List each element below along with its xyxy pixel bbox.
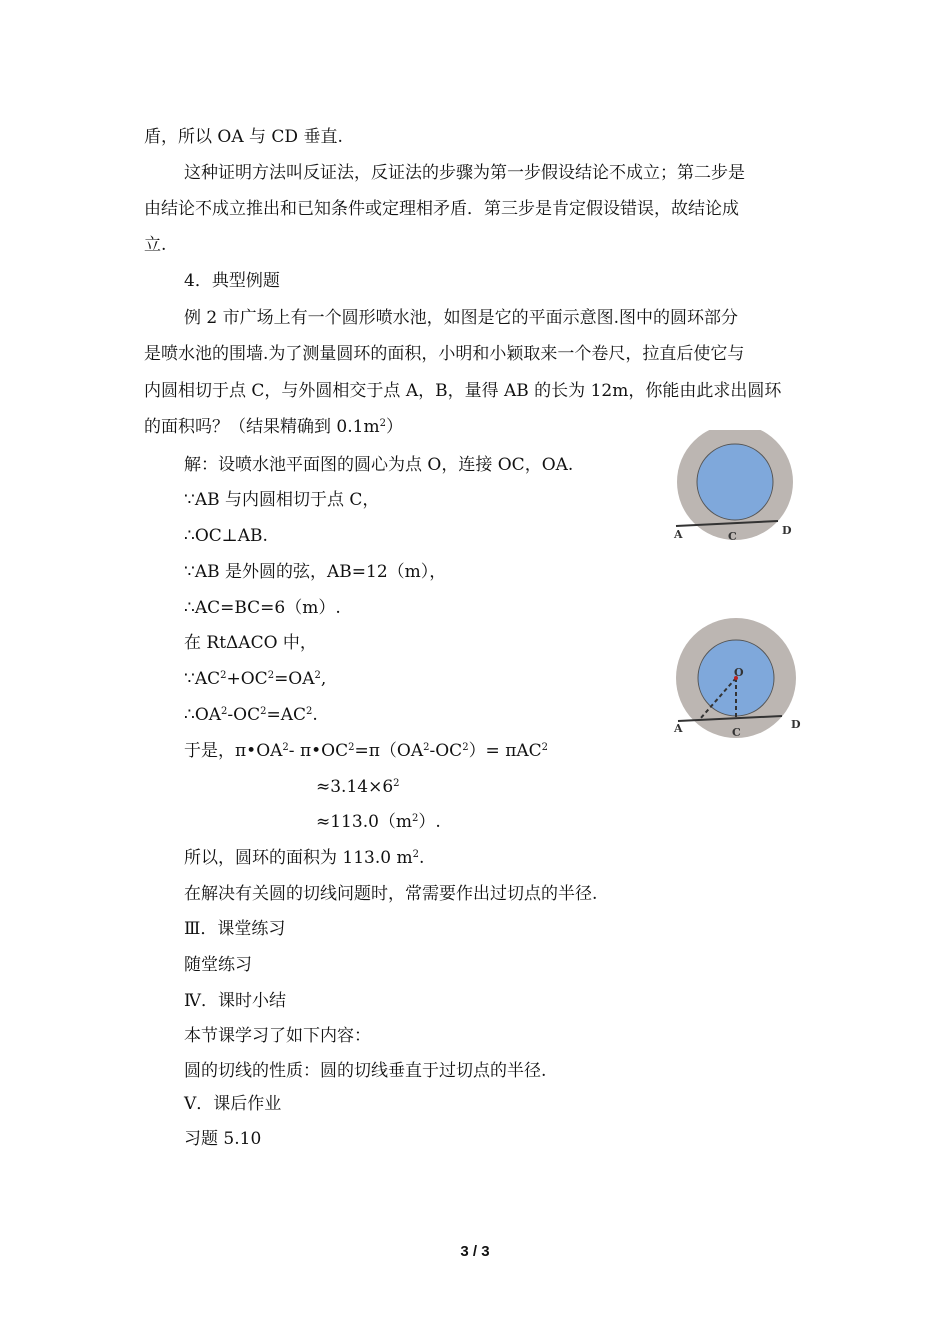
equation-line: $\approx 3.14\times 6^2$ [316,777,400,797]
solution-line: 解：设喷水池平面图的圆心为点 O，连接 OC，OA. [184,455,574,475]
inner-circle [697,444,773,520]
paragraph-line: 习题 5.10 [184,1129,262,1149]
solution-line: 在解决有关圆的切线问题时，常需要作出过切点的半径. [184,884,598,904]
solution-line: ∵AB 与内圆相切于点 C， [184,490,380,510]
label-d: D [791,718,801,731]
label-o: O [734,666,744,679]
fountain-figure-1 [668,430,803,557]
solution-line: $\because AC^2+OC^2=OA^2$, [184,669,327,689]
section-heading: 4．典型例题 [184,271,280,291]
solution-line: 所以，圆环的面积为 113.0 $m^2$. [184,848,425,868]
paragraph-line: 内圆相切于点 C，与外圆相交于点 A，B，量得 AB 的长为 12m，你能由此求出圆环 [144,381,782,401]
solution-line: ∴AC=BC=6（m）. [184,598,341,618]
solution-line: $\therefore OA^2-OC^2=AC^2$. [184,705,318,725]
paragraph-line: 本节课学习了如下内容： [184,1026,371,1046]
section-heading: Ⅴ．课后作业 [184,1094,282,1114]
section-heading: Ⅳ．课时小结 [184,991,286,1011]
equation-line: $\approx 113.0(m^2)$. [316,812,441,832]
paragraph-line: 例 2 市广场上有一个圆形喷水池，如图是它的平面示意图.图中的圆环部分 [184,308,739,328]
solution-line: ∵AB 是外圆的弦，AB=12（m）， [184,562,447,582]
label-c: C [728,530,737,543]
paragraph-line: 盾，所以 OA 与 CD 垂直. [144,127,343,147]
solution-line: 于是，$\pi•OA^2-$ $\pi•OC^2=\pi(OA^2-OC^2)= \pi AC^2$ [184,741,549,761]
paragraph-line: 随堂练习 [184,955,252,975]
solution-line: 在 RtΔACO 中， [184,633,317,653]
paragraph-line: 的面积吗？（结果精确到 $0.1m^2$） [144,417,403,437]
paragraph-line: 立. [144,235,167,255]
paragraph-line: 圆的切线的性质：圆的切线垂直于过切点的半径. [184,1061,547,1081]
paragraph-line: 是喷水池的围墙.为了测量圆环的面积，小明和小颖取来一个卷尺，拉直后使它与 [144,344,745,364]
label-c: C [732,726,741,739]
solution-line: ∴OC⊥AB. [184,526,268,546]
label-a: A [674,722,683,735]
label-a: A [674,528,683,541]
label-d: D [782,524,792,537]
section-heading: Ⅲ．课堂练习 [184,919,286,939]
fountain-figure-2 [668,612,808,747]
paragraph-line: 这种证明方法叫反证法，反证法的步骤为第一步假设结论不成立；第二步是 [184,163,745,183]
page-number: 3 / 3 [460,1243,490,1260]
paragraph-line: 由结论不成立推出和已知条件或定理相矛盾．第三步是肯定假设错误，故结论成 [144,199,739,219]
